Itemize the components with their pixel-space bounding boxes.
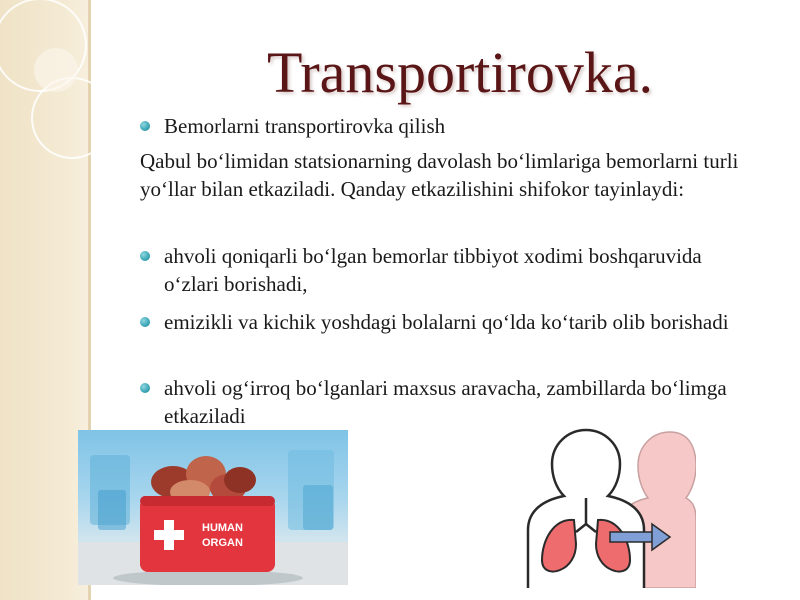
bullet-dot-icon bbox=[140, 251, 150, 261]
slide-title: Transportirovka. bbox=[266, 40, 654, 105]
bullet-item bbox=[140, 374, 760, 430]
bullet-text: ahvoli qoniqarli bo‘lgan bemorlar tibbiyot xodimi boshqaruvida o‘zlari borishadi, bbox=[164, 244, 702, 296]
lungs-transplant-illustration bbox=[524, 428, 696, 588]
bullet-item bbox=[140, 112, 760, 140]
body-paragraph: Qabul bo‘limidan statsionarning davolash bo‘limlariga bemorlarni turli yo‘llar bilan etkaziladi. Qanday etkazilishini shifokor tayinlaydi: bbox=[140, 149, 739, 201]
bullet-dot-icon bbox=[140, 121, 150, 131]
bullet-item bbox=[140, 242, 760, 298]
cooler-label-line2: ORGAN bbox=[202, 537, 243, 549]
bullet-text: emizikli va kichik yoshdagi bolalarni qo‘lda ko‘tarib olib borishadi bbox=[164, 310, 729, 334]
bullet-text: Bemorlarni transportirovka qilish bbox=[164, 114, 446, 138]
bullet-dot-icon bbox=[140, 383, 150, 393]
decorative-circles bbox=[0, 0, 140, 200]
organ-cooler-photo bbox=[78, 430, 348, 585]
bullet-dot-icon bbox=[140, 317, 150, 327]
organ-cooler-illustration bbox=[78, 430, 348, 585]
bullet-item bbox=[140, 308, 760, 336]
bullet-text: ahvoli og‘irroq bo‘lganlari maxsus aravacha, zambillarda bo‘limga etkaziladi bbox=[164, 376, 727, 428]
cooler-label-line1: HUMAN bbox=[202, 522, 243, 534]
